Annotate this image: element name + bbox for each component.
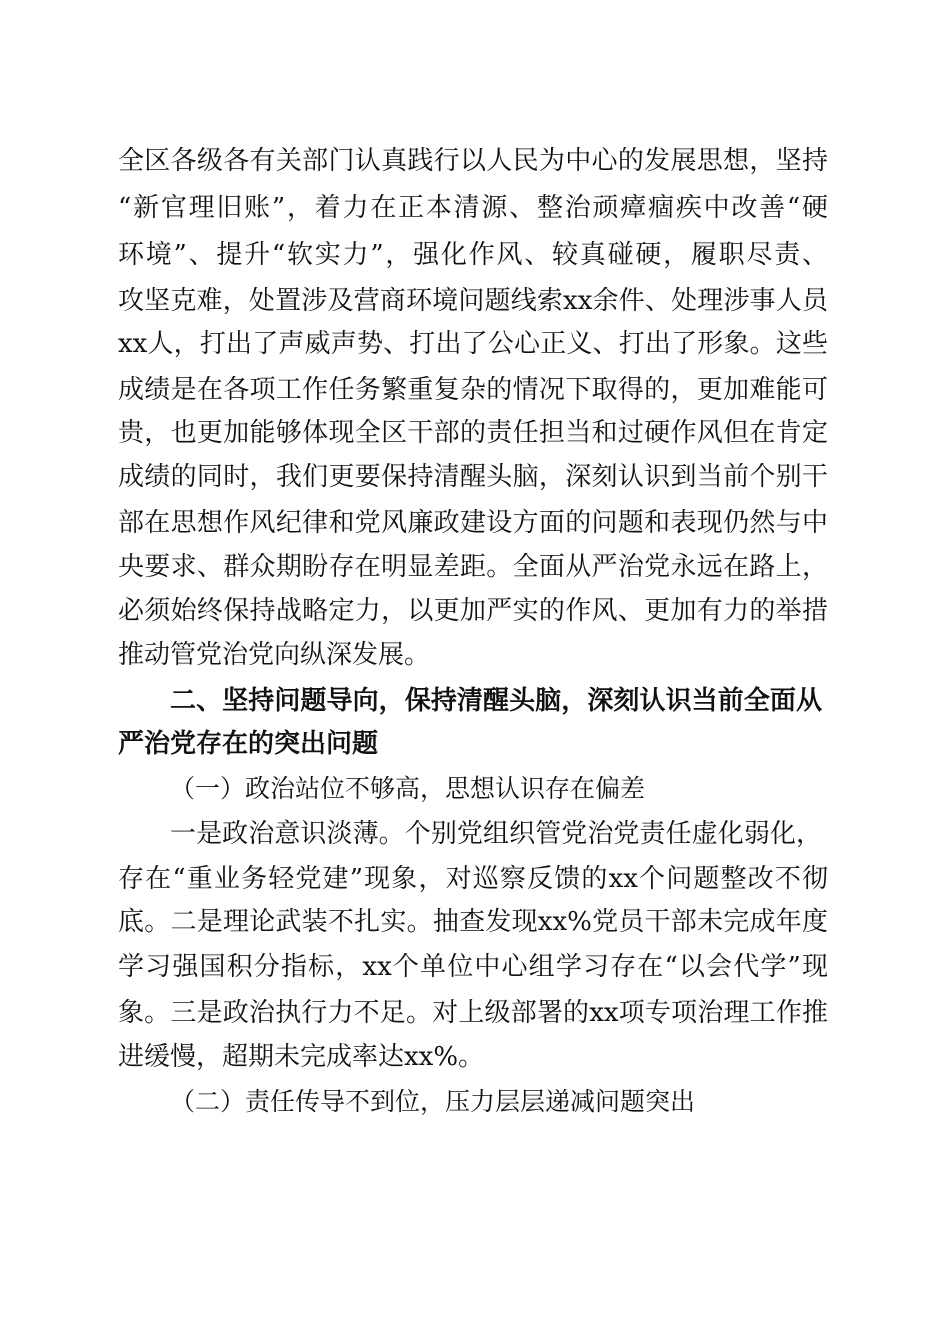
paragraph-line: 学习强国积分指标，xx个单位中心组学习存在“以会代学”现	[118, 952, 828, 982]
paragraph-line: 全区各级各有关部门认真践行以人民为中心的发展思想，坚持	[118, 146, 828, 176]
paragraph-line: 成绩是在各项工作任务繁重复杂的情况下取得的，更加难能可	[118, 375, 828, 405]
section-heading: 二、坚持问题导向，保持清醒头脑，深刻认识当前全面从	[170, 686, 822, 716]
paragraph-line: 央要求、群众期盼存在明显差距。全面从严治党永远在路上，	[118, 552, 828, 582]
paragraph-line: 部在思想作风纪律和党风廉政建设方面的问题和表现仍然与中	[118, 508, 828, 538]
paragraph-line: 推动管党治党向纵深发展。	[118, 640, 431, 670]
subsection-heading: （二）责任传导不到位，压力层层递减问题突出	[170, 1087, 696, 1116]
subsection-heading: （一）政治站位不够高，思想认识存在偏差	[170, 774, 646, 803]
paragraph-line: “新官理旧账”，着力在正本清源、整治顽瘴痼疾中改善“硬	[118, 193, 828, 223]
paragraph-line: 环境”、提升“软实力”，强化作风、较真碰硬，履职尽责、	[118, 240, 828, 270]
paragraph-line: 底。二是理论武装不扎实。抽查发现xx%党员干部未完成年度	[118, 907, 828, 937]
paragraph-line: 象。三是政治执行力不足。对上级部署的xx项专项治理工作推	[118, 998, 828, 1028]
section-heading: 严治党存在的突出问题	[118, 729, 379, 759]
paragraph-line: 必须始终保持战略定力，以更加严实的作风、更加有力的举措	[118, 596, 828, 626]
paragraph-line: 存在“重业务轻党建”现象，对巡察反馈的xx个问题整改不彻	[118, 864, 828, 894]
paragraph-line: 攻坚克难，处置涉及营商环境问题线索xx余件、处理涉事人员	[118, 286, 828, 316]
paragraph-line: 贵，也更加能够体现全区干部的责任担当和过硬作风但在肯定	[118, 418, 828, 448]
paragraph-line: xx人，打出了声威声势、打出了公心正义、打出了形象。这些	[118, 329, 828, 359]
paragraph-line: 一是政治意识淡薄。个别党组织管党治党责任虚化弱化，	[170, 819, 822, 849]
paragraph-line: 进缓慢，超期未完成率达xx%。	[118, 1042, 485, 1072]
paragraph-line: 成绩的同时，我们更要保持清醒头脑，深刻认识到当前个别干	[118, 462, 828, 492]
